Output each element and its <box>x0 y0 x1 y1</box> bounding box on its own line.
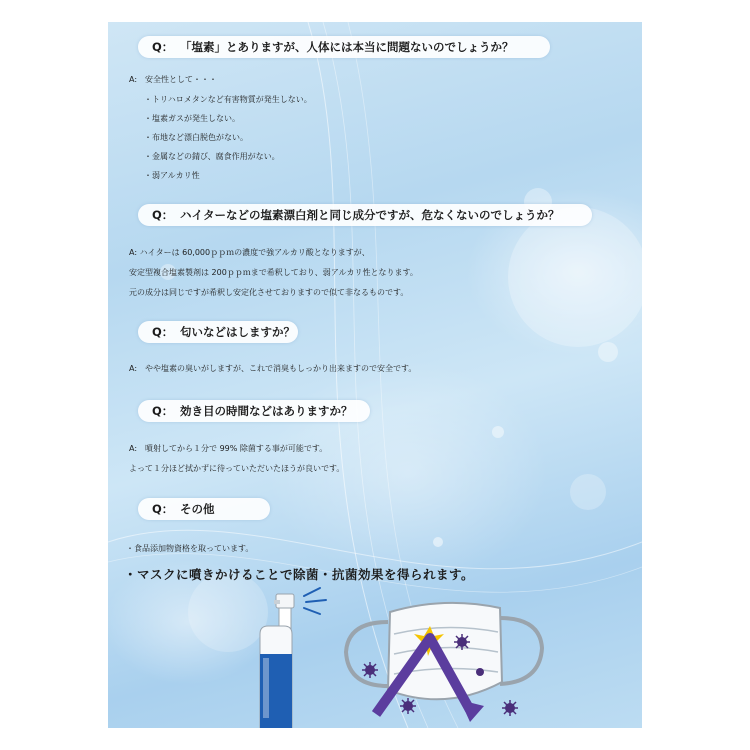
faq-sheet <box>108 22 642 728</box>
answer-line: A: 安全性として・・・ <box>129 75 218 84</box>
question-text: 効き目の時間などはありますか？ <box>180 404 353 418</box>
answer-line: よって１分ほど拭かずに待っていただいたほうが良いです。 <box>129 464 345 473</box>
spray-bottle-icon <box>260 594 294 728</box>
answer-line: ・食品添加物資格を取っています。 <box>126 544 254 553</box>
answer-line: ・金属などの錆び、腐食作用がない。 <box>144 152 280 161</box>
illustration <box>108 22 642 728</box>
question-marker: Q： <box>152 404 174 418</box>
question-marker: Q： <box>152 325 174 339</box>
mask-spray-highlight: ・マスクに噴きかけることで除菌・抗菌効果を得られます。 <box>124 567 475 582</box>
question-text: 「塩素」とありますが、人体には本当に問題ないのでしょうか？ <box>180 40 514 54</box>
answer-line: ・布地など漂白脱色がない。 <box>144 133 248 142</box>
question-marker: Q： <box>152 208 174 222</box>
question-marker: Q： <box>152 40 174 54</box>
answer-line: 元の成分は同じですが希釈し安定化させておりますので似て非なるものです。 <box>129 288 409 297</box>
answer-line: A: ハイターは 60,000ｐｐｍの濃度で強アルカリ酸となりますが、 <box>129 248 370 257</box>
question-text: 匂いなどはしますか？ <box>180 325 295 339</box>
question-marker: Q： <box>152 502 174 516</box>
spray-lines <box>304 588 326 614</box>
answer-line: A: やや塩素の臭いがしますが、これで消臭もしっかり出来ますので安全です。 <box>129 364 417 373</box>
answer-line: ・弱アルカリ性 <box>144 171 200 180</box>
face-mask-icon <box>346 603 542 699</box>
answer-line: ・トリハロメタンなど有害物質が発生しない。 <box>144 95 312 104</box>
answer-line: ・塩素ガスが発生しない。 <box>144 114 240 123</box>
question-text: その他 <box>180 502 215 516</box>
answer-line: A: 噴射してから１分で 99% 除菌する事が可能です。 <box>129 444 328 453</box>
answer-line: 安定型複合塩素製剤は 200ｐｐｍまで希釈しており、弱アルカリ性となります。 <box>129 268 418 277</box>
question-text: ハイターなどの塩素漂白剤と同じ成分ですが、危なくないのでしょうか？ <box>180 208 560 222</box>
